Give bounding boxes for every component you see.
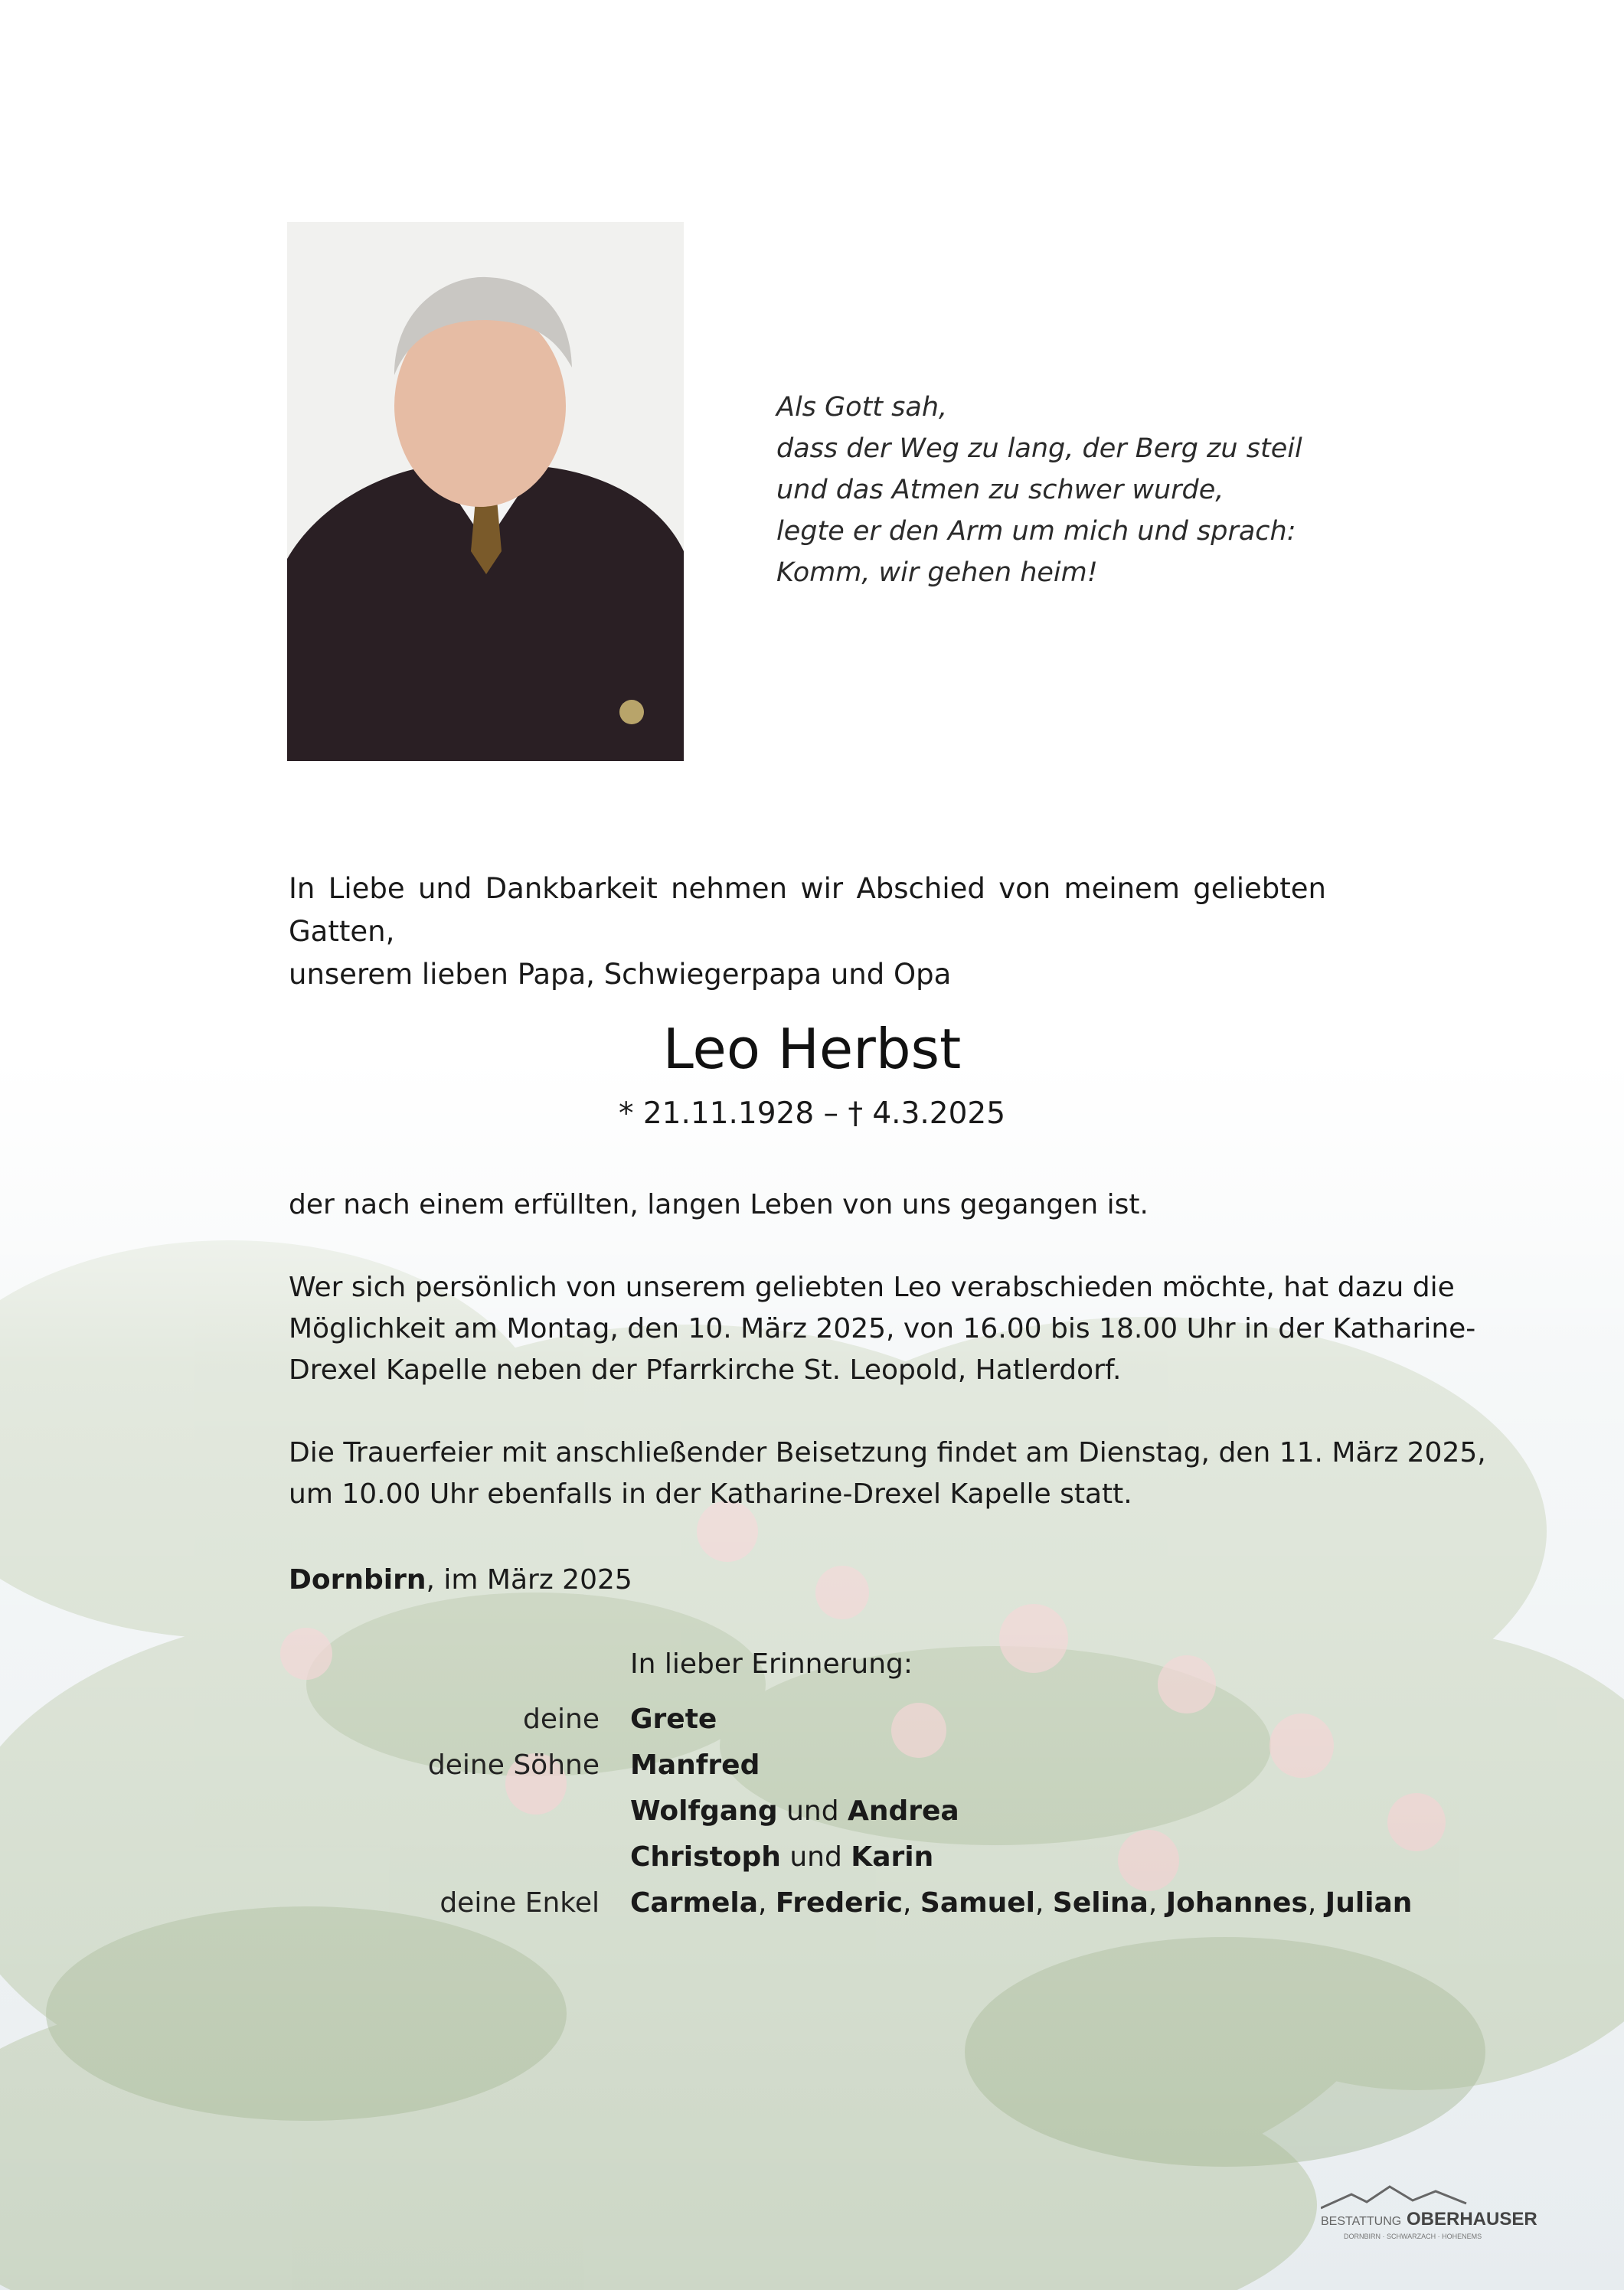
name-separator: und (777, 1795, 848, 1827)
poem-line: dass der Weg zu lang, der Berg zu steil (776, 433, 1302, 464)
mourner-name: Julian (1325, 1887, 1413, 1919)
ceremony-line: Die Trauerfeier mit anschließender Beisetzung findet am Dienstag, den 11. März 2025, (289, 1437, 1486, 1468)
mourner-relation: deine (523, 1704, 600, 1735)
mourner-names (630, 1745, 760, 1786)
passed-text (289, 1184, 1326, 1226)
name-separator: und (780, 1841, 851, 1873)
intro-text (289, 867, 1326, 996)
logo-prefix: BESTATTUNG (1321, 2215, 1402, 2228)
ceremony-line: um 10.00 Uhr ebenfalls in der Katharine-Drexel Kapelle statt. (289, 1478, 1132, 1510)
portrait-photo (287, 222, 684, 761)
mourner-relation: deine Söhne (427, 1749, 600, 1781)
intro-line: In Liebe und Dankbarkeit nehmen wir Abschied von meinem geliebten Gatten, (289, 872, 1326, 948)
mourner-names (630, 1837, 933, 1878)
mourner-relation: deine Enkel (439, 1887, 600, 1919)
passed-line: der nach einem erfüllten, langen Leben von uns gegangen ist. (289, 1189, 1149, 1220)
name-separator: , (903, 1887, 920, 1919)
logo-name: OBERHAUSER (1407, 2209, 1537, 2230)
name-separator: , (1307, 1887, 1325, 1919)
name-separator: , (1035, 1887, 1053, 1919)
funeral-home-logo (1321, 2181, 1573, 2249)
mourner-name: Wolfgang (630, 1795, 778, 1827)
intro-line: unserem lieben Papa, Schwiegerpapa und Opa (289, 958, 952, 991)
mourner-name: Andrea (848, 1795, 959, 1827)
poem-line: Komm, wir gehen heim! (776, 557, 1098, 588)
mourner-name: Grete (630, 1704, 717, 1735)
place: Dornbirn (289, 1564, 426, 1596)
mourner-name: Selina (1052, 1887, 1149, 1919)
mourner-name: Manfred (630, 1749, 760, 1781)
poem-line: legte er den Arm um mich und sprach: (776, 516, 1296, 547)
mourner-names (630, 1791, 959, 1832)
farewell-line: Drexel Kapelle neben der Pfarrkirche St. Leopold, Hatlerdorf. (289, 1354, 1122, 1386)
mourner-name: Samuel (920, 1887, 1036, 1919)
mourner-names (630, 1699, 717, 1740)
mourners-heading: In lieber Erinnerung: (630, 1648, 913, 1680)
poem (776, 387, 1312, 593)
farewell-paragraph (289, 1267, 1476, 1391)
farewell-line: Möglichkeit am Montag, den 10. März 2025, von 16.00 bis 18.00 Uhr in der Katharine- (289, 1313, 1476, 1344)
deceased-name: Leo Herbst (662, 1017, 962, 1081)
farewell-line: Wer sich persönlich von unserem geliebten Leo verabschieden möchte, hat dazu die (289, 1272, 1455, 1303)
name-separator: , (758, 1887, 776, 1919)
date: , im März 2025 (426, 1564, 632, 1596)
mourner-names (630, 1883, 1412, 1924)
poem-line: Als Gott sah, (776, 392, 948, 423)
mourner-name: Carmela (630, 1887, 759, 1919)
logo-locations: DORNBIRN · SCHWARZACH · HOHENEMS (1344, 2233, 1482, 2240)
ceremony-paragraph (289, 1432, 1486, 1515)
mourner-name: Christoph (630, 1841, 781, 1873)
mourner-name: Frederic (775, 1887, 903, 1919)
mountain-logo-icon (1321, 2181, 1573, 2249)
name-separator: , (1148, 1887, 1166, 1919)
poem-line: und das Atmen zu schwer wurde, (776, 475, 1224, 505)
mourner-name: Johannes (1165, 1887, 1308, 1919)
mourner-name: Karin (851, 1841, 934, 1873)
life-dates: * 21.11.1928 – † 4.3.2025 (618, 1096, 1006, 1131)
place-date (289, 1560, 1326, 1601)
